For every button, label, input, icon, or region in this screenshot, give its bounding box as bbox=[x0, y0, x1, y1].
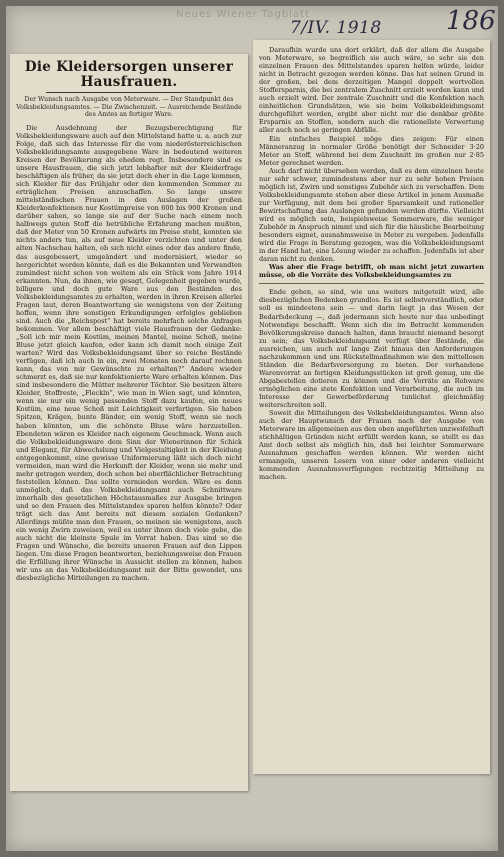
clipping-left-column bbox=[10, 54, 248, 791]
clipping-right-column bbox=[253, 40, 490, 774]
question-paragraph: Was aber die Frage betrifft, ob man nicht jetzt zuwarten müsse, ob die Vorräte des Volksbekleidungsamtes zu bbox=[259, 263, 484, 280]
body-paragraph: Ende gehen, so sind, wie uns weiters mitgeteilt wird, alle diesbezüglichen Bedenken grundlos. Es ist selbstverständlich, oder soll es mindestens sein — und darin liegt ja das Wesen der Bedarfsdeckung —, daß jedermann sich heute nur das unbedingt Notwendige beschafft. Wenn sich die im Betracht kommenden Bevölkerungskreise danach halten, dann braucht niemand besorgt zu sein; das Volksbekleidungsamt verfügt über Bestände, die ausreichen, um auch auf lange Zeit hinaus den Anforderungen nachzukommen und um Rückstellmaßnahmen wie den mittellosen Ständen die Bedarfsversorgung zu bieten. Der vorhandene Warenvorrat an fertigen Kleidungsstücken ist groß genug, um die Abgabestellen dotieren zu können und die Vorräte an Rohware ermöglichen eine stete Konfektion und Verarbeitung, die auch im Interesse der Gewerbeförderung tunlichst gleichmäßig weiterschreiten soll. bbox=[259, 288, 484, 410]
headline-line1: Die Kleidersorgen unserer bbox=[24, 60, 234, 75]
headline-line2: Hausfrauen. bbox=[80, 74, 178, 90]
body-paragraph: Die Ausdehnung der Bezugsberechtigung für Volksbekleidungsware auch auf den Mittelstand hatte u. a. auch zur Folge, daß sich das Interesse für die vom niederösterreichischen Volksbekleidungsamte ausgegebene Ware in bedeutend weiteren Kreisen der Bevölkerung als ehedem regt. Insbesondere sind es unsere Hausfrauen, die sich jetzt lebhafter mit der Kleiderfrage beschäftigen als früher, da sie jetzt doch eher in die Lage kommen, sich Kleider für das Frühjahr oder den kommenden Sommer zu erträglichen Preisen anzuschaffen. So lange unsere mittelständischen Frauen in den Auslagen der großen Kleiderkonfektionen nur Kostümpreise von 600 bis 900 Kronen und darüber sahen, so lange sie auf der Suche nach einem noch halbwegs guten Stoff die betrübliche Erfahrung machen mußten, daß der Meter von 50 Kronen aufwärts im Preise steht, konnten sie nichts anders tun, als auf neue Kleider verzichten und unter den alten Nachschau halten, ob sich nicht eines oder das andere finde, das ausgebessert, umgeändert und modernisiert, wieder so hergerichtet werden könnte, daß es die Bekannten und Verwandten zumindest nicht schon von weitem als ein Stück vom Jahre 1914 erkannten. Nun, da ihnen, wie gesagt, Gelegenheit gegeben wurde, billigere und doch gute Ware aus den Beständen des Volksbekleidungsamtes zu erhalten, werden in ihren Kreisen allerlei Fragen laut, deren Beantwortung sie wenigstens von der Zeitung hoffen, wenn ihre sonstigen Erkundigungen erfolglos geblieben sind. Auch die „Reichspost“ hat bereits mehrfach solche Anfragen bekommen. Vor allem beschäftigt viele Hausfrauen der Gedanke: „Soll ich mir mein Kostüm, meinen Mantel, meine Schoß, meine Bluse jetzt gleich kaufen, oder kann ich damit noch einige Zeit warten? Wird das Volksbekleidungsamt über so reiche Bestände verfügen, daß ich auch in ein, zwei Monaten noch darauf rechnen kann, das von mir Gewünschte zu erhalten?“ Andere wieder schmerzt es, daß sie nur konfektionierte Ware erhalten können. Das sind insbesondere die Mütter mehrerer Töchter. Sie besitzen ältere Kleider, Stoffreste, „Fleckln“, wie man in Wien sagt, und könnten, wenn sie nur ein wenig passenden Stoff dazu kaufen, ein neues Kostüm, eine neue Schoß mit Leichtigkeit verfertigen. Sie haben Spitzen, Krägen, bunte Bänder, ein wenig Stoff, wenn sie noch haben könnten, um die schönste Bluse wäre herzustellen. Ebendeten wären es Kleider nach eigenem Geschmack. Wenn auch die Volksbekleidungsware dem Sinn der Wienerinnen für Schick und Eleganz, für Abwechslung und Vielgestaltigkeit in der Kleidung entgegenkommt, eine gewisse Uniformierung läßt sich doch nicht vermeiden, man wird die Herkunft der Kleider, wenn sie mehr und mehr getragen werden, doch schon bei oberflächlicher Betrachtung feststellen können. Das sollte vermieden werden. Wäre es denn unmöglich, daß das Volksbekleidungsamt auch Schnittware innerhalb des gesetzlichen Höchstausmaßes zur Ausgabe bringen und so den Frauen des Mittelstandes sparen helfen könnte? Oder trägt sich das Amt bereits mit diesem sozialen Gedanken? Allerdings müßte man den Frauen, so meinen sie wenigstens, auch ein wenig Zwirn zuweisen, weil es unter ihnen doch viele gebe, die auch nicht die kleinste Spule im Vorrat haben. Das sind so die Fragen und Wünsche, die bereits unseren Frauen auf den Lippen liegen. Um diese Fragen beantworten, beziehungsweise den Frauen die Erfüllung ihrer Wünsche in Aussicht stellen zu können, haben wir uns an das Volksbekleidungsamt mit der Bitte gewendet, uns diesbezügliche Mitteilungen zu machen. bbox=[16, 123, 242, 583]
handwritten-date: 7/IV. 1918 bbox=[290, 18, 382, 38]
headline-rule bbox=[46, 92, 212, 93]
body-paragraph: Daraufhin wurde uns dort erklärt, daß der allem die Ausgabe von Meterware, so begreiflich sie auch wäre, so sehr sie den einzelnen Frauen des Mittelstandes sparen helfen würde, leider nicht in Betracht gezogen werden könne. Das hat seinen Grund in der großen, bei dem derzeitigen Mangel doppelt wertvollen Stoffersparnis, die bei zentralem Zuschnitt erzielt werden kann und auch erzielt wird. Der zentrale Zuschnitt und die Konfektion nach einheitlichen Grundsätzen, wie sie beim Volksbekleidungsamt durchgeführt werden, ergibt aber nicht nur die denkbar größte Ersparnis an Stoffen, sondern auch die rationellste Verwertung aller auch noch so geringen Abfälle. bbox=[259, 46, 484, 135]
body-paragraph: Ein einfaches Beispiel möge dies zeigen: Für einen Männeranzug in normaler Größe benötigt der Schneider 3·20 Meter an Stoff, während bei dem Zuschnitt im großen nur 2·85 Meter gerechnet werden. bbox=[259, 134, 484, 167]
body-paragraph: Auch darf nicht übersehen werden, daß es dem einzelnen heute nur sehr schwer, zumindestens aber nur zu sehr hohen Preisen möglich ist, Zwirn und sonstiges Zubehör sich zu verschaffen. Dem Volksbekleidungsamte stehen aber diese Artikel in jenem Ausmaße zur Verfügung, mit dem bei großer Sparsamkeit und rationeller Bewirtschaftung das Auslangen gefunden werden dürfte. Vielleicht wird es möglich sein, beispielsweise Sommerware, die weniger Zubehör in Anspruch nimmt und sich für die häusliche Bearbeitung besonders eignet, ausnahmsweise in Meter zu vergeben. Jedenfalls wird die Frage in Beratung gezogen, was die Volksbekleidungsamt in der Hand hat, eine Lösung wieder zu schaffen. Jedenfalls ist aber daran nicht zu denken. bbox=[259, 166, 484, 264]
body-paragraph: Soweit die Mitteilungen des Volksbekleidungsamtes. Wenn also auch der Hauptwunsch der Frauen nach der Ausgabe von Meterware im allgemeinen aus den oben angeführten unzweifelhaft stichhältigen Gründen nicht erfüllt werden kann, so stellt es das Amt doch selbst als möglich hin, daß bei leichter Sommerware Ausnahmen geschaffen werden können. Wir werden nicht ermangeln, unseren Lesern von einer oder anderen vielleicht kommenden Ausnahmsverfügungen rechtzeitig Mitteilung zu machen. bbox=[259, 409, 484, 482]
right-column-text bbox=[259, 46, 484, 768]
handwritten-sheet-number: 186 bbox=[446, 6, 496, 36]
archive-stamp: Neues Wiener Tagblatt bbox=[176, 9, 310, 20]
section-rule bbox=[259, 283, 484, 284]
headline bbox=[16, 60, 242, 90]
left-column-text bbox=[16, 60, 242, 785]
subheadline: Der Wunsch nach Ausgabe von Meterware. — Der Standpunkt des Volksbekleidungsamtes. — Die Zwischenzeit. — Ausreichende Bestände des Amtes an fertiger Ware. bbox=[16, 96, 242, 119]
